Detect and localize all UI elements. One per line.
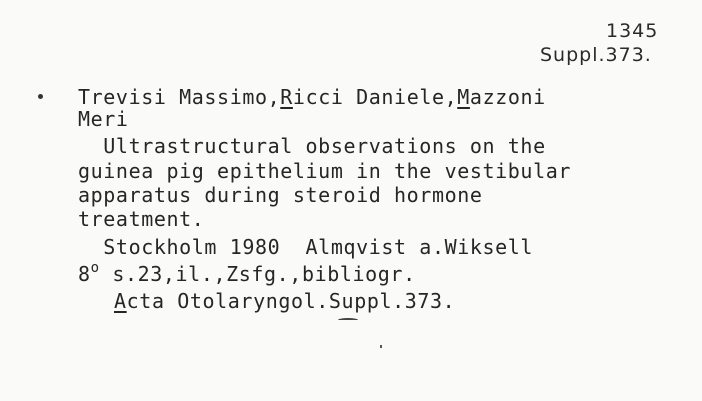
authors-line-2: Meri (78, 107, 129, 131)
bullet-mark (38, 94, 43, 99)
speck (380, 345, 382, 348)
card-number: 1345 (606, 20, 659, 42)
author-2-initial: R (280, 85, 293, 109)
author-2: icci Daniele, (292, 85, 458, 109)
pencil-mark (338, 318, 358, 322)
series-line (114, 290, 455, 312)
author-3-initial: M (457, 85, 470, 109)
shelfmark: Suppl.373. (540, 44, 652, 66)
title-line-1: Ultrastructural observations on the (78, 134, 546, 158)
title-line-2: guinea pig epithelium in the vestibular (78, 159, 571, 183)
format: 8 (78, 262, 91, 286)
collation-line (78, 260, 416, 288)
author-3: azzoni (469, 85, 546, 109)
series: cta Otolaryngol.Suppl.373. (126, 289, 456, 313)
title-line-3: apparatus during steroid hormone (78, 183, 483, 207)
authors-line (78, 86, 546, 108)
imprint: Stockholm 1980 Almqvist a.Wiksell (78, 235, 534, 259)
series-initial: A (114, 289, 127, 313)
collation: s.23,il.,Zsfg.,bibliogr. (99, 262, 416, 286)
title-line-4: treatment. (78, 207, 205, 231)
author-1: Trevisi Massimo, (78, 85, 281, 109)
format-sup: o (90, 260, 100, 276)
